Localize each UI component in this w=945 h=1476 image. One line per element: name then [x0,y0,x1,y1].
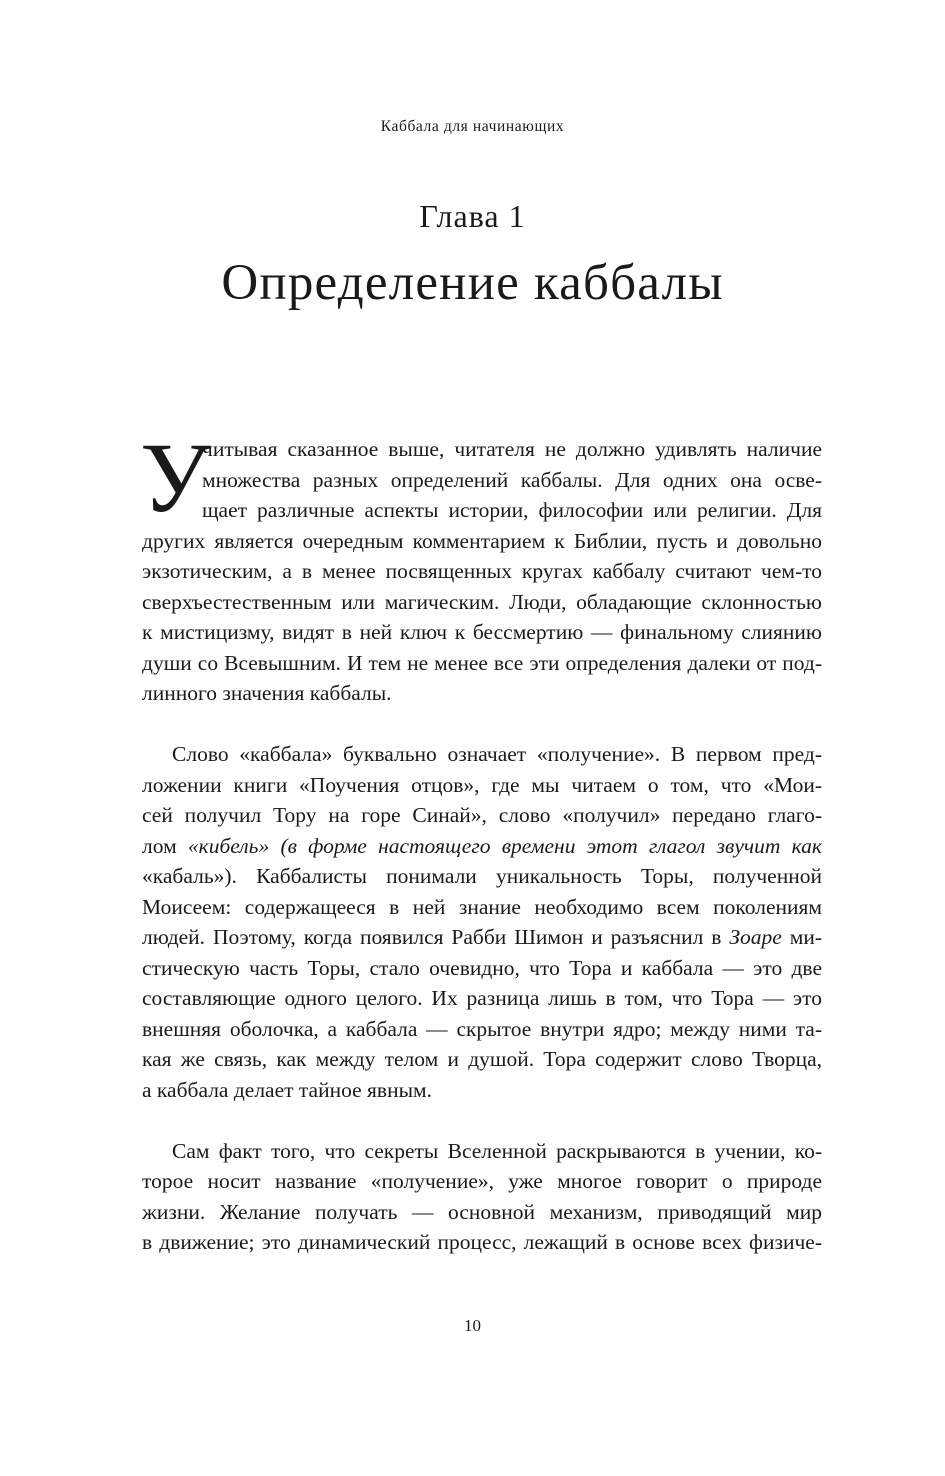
text-fragment: людей. Поэтому, когда появился Рабби Шимон и разъяснил в [142,925,730,949]
text-line: составляющие одного целого. Их разница лишь в том, что Тора — это [142,986,822,1010]
chapter-label: Глава 1 [419,198,526,234]
text-fragment: лом [142,833,188,858]
text-line: сей получил Тору на горе Синай», слово «получил» передано глаго- [142,803,822,827]
text-line: души со Всевышним. И тем не менее все эти определения далеки от под- [142,650,822,675]
text-line: а каббала делает тайное явным. [142,1077,433,1102]
text-line: Сам факт того, что секреты Вселенной раскрываются в учении, ко- [172,1138,822,1163]
body-text [140,422,822,1258]
text-line: внешняя оболочка, а каббала — скрытое внутри ядро; между ними та- [142,1016,822,1041]
paragraph-1 [140,422,822,709]
chapter-title: Определение каббалы [221,255,724,311]
text-line: стическую часть Торы, стало очевидно, что Тора и каббала — это две [142,955,822,980]
text-line: «кабаль»). Каббалисты понимали уникальность Торы, полученной [142,864,822,888]
text-line: множества разных определений каббалы. Для одних она осве- [202,467,822,492]
text-line: экзотическим, а в менее посвященных кругах каббалу считают чем-то [142,559,822,583]
running-head: Каббала для начинающих [380,118,565,135]
text-line: ложении книги «Поучения отцов», где мы читаем о том, что «Мои- [142,772,822,797]
text-line: Моисеем: содержащееся в ней знание необходимо всем поколениям [142,894,822,919]
italic-fragment: Зоаре [729,925,782,949]
paragraph-2 [142,739,822,1105]
text-line: к мистицизму, видят в ней ключ к бессмертию — финальному слиянию [142,620,822,644]
text-line: других является очередным комментарием к Библии, пусть и довольно [142,528,822,553]
italic-fragment: «кибель» (в форме настоящего времени этот глагол звучит как [187,833,822,858]
paragraph-3 [142,1136,822,1258]
text-line: кая же связь, как между телом и душой. Тора содержит слово Творца, [142,1047,822,1071]
text-line: читывая сказанное выше, читателя не должно удивлять наличие [202,437,822,461]
text-fragment: ми- [781,925,822,949]
text-line: жизни. Желание получать — основной механизм, приводящий мир [142,1199,822,1224]
text-line: сверхъестественным или магическим. Люди, обладающие склонностью [142,589,822,614]
drop-cap: У [140,422,211,533]
text-line: в движение; это динамический процесс, лежащий в основе всех физиче- [142,1230,822,1254]
page-number: 10 [464,1316,481,1335]
text-line: торое носит название «получение», уже многое говорит о природе [142,1169,822,1193]
text-line [142,831,822,862]
text-line [142,922,822,953]
text-line: линного значения каббалы. [142,681,392,705]
text-line: щает различные аспекты истории, философии или религии. Для [202,498,822,522]
text-line: Слово «каббала» буквально означает «получение». В первом пред- [172,742,822,766]
